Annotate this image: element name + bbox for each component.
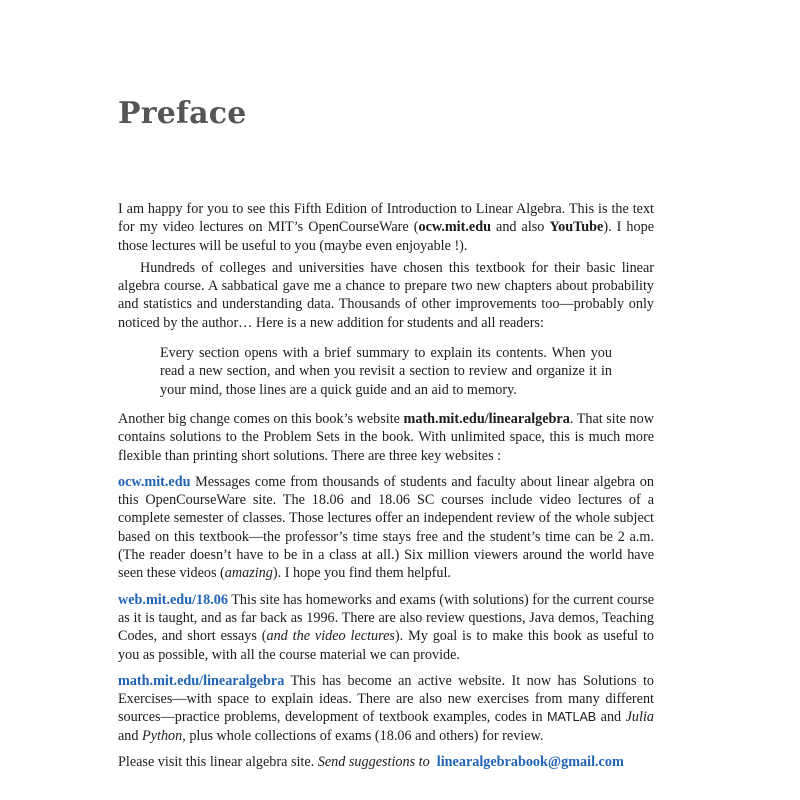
site-link-ocw[interactable]: ocw.mit.edu bbox=[118, 473, 191, 490]
preface-body bbox=[118, 200, 654, 771]
site-ocw-paragraph: ocw.mit.edu Messages come from thousands of students and faculty about linear algebra on this OpenCourseWare site. The 18.06 and 18.06 SC courses include video lectures of a complete semester of classes. Those lectures offer an independent review of the whole subject based on this textbook—the professor’s time stays free and the student’s time can be 2 a.m. (The reader doesn’t have to be in a class at all.) Six million viewers around the world have seen these videos (amazing). I hope you find them helpful. bbox=[118, 473, 654, 582]
summary-quote: Every section opens with a brief summary to explain its contents. When you read a new section, and when you revisit a section to review and organize it in your mind, those lines are a quick guide and an aid to memory. bbox=[160, 345, 612, 398]
closing-paragraph: Please visit this linear algebra site. Send suggestions to linearalgebrabook@gmail.com bbox=[118, 754, 624, 771]
site-link-math[interactable]: math.mit.edu/linearalgebra bbox=[118, 672, 285, 689]
website-paragraph: Another big change comes on this book’s website math.mit.edu/linearalgebra. That site now contains solutions to the Problem Sets in the book. With unlimited space, this is much more flexible than printing short solutions. There are three key websites : bbox=[118, 410, 654, 464]
site-link-web[interactable]: web.mit.edu/18.06 bbox=[118, 591, 228, 608]
email-link[interactable]: linearalgebrabook@gmail.com bbox=[436, 754, 624, 771]
youtube-bold: YouTube bbox=[549, 219, 604, 236]
website-bold: math.mit.edu/linearalgebra bbox=[403, 410, 570, 427]
intro-paragraph: I am happy for you to see this Fifth Edition of Introduction to Linear Algebra. This is the text for my video lectures on MIT’s OpenCourseWare (ocw.mit.edu and also YouTube). I hope those lectures will be useful to you (maybe even enjoyable !). bbox=[118, 201, 655, 254]
site-math-paragraph: math.mit.edu/linearalgebra This has become an active website. It now has Solutions to Exercises—with space to explain ideas. There are also new exercises from many different sources—practice problems, development of textbook examples, codes in MATLAB and Julia and Python, plus whole collections of exams (18.06 and others) for review. bbox=[118, 672, 654, 744]
page-title: Preface bbox=[118, 96, 247, 131]
ocw-bold: ocw.mit.edu bbox=[418, 219, 491, 236]
site-web-paragraph: web.mit.edu/18.06 This site has homeworks and exams (with solutions) for the current course as it is taught, and as far back as 1996. There are also review questions, Java demos, Teaching Codes, and short essays (and the video lectures). My goal is to make this book as useful to you as possible, with all the course material we can provide. bbox=[118, 591, 655, 663]
sabbatical-paragraph: Hundreds of colleges and universities have chosen this textbook for their basic linear algebra course. A sabbatical gave me a chance to prepare two new chapters about probability and statistics and understanding data. Thousands of other improvements too—probably only noticed by the author… Here is a new addition for students and all readers: bbox=[118, 259, 654, 331]
